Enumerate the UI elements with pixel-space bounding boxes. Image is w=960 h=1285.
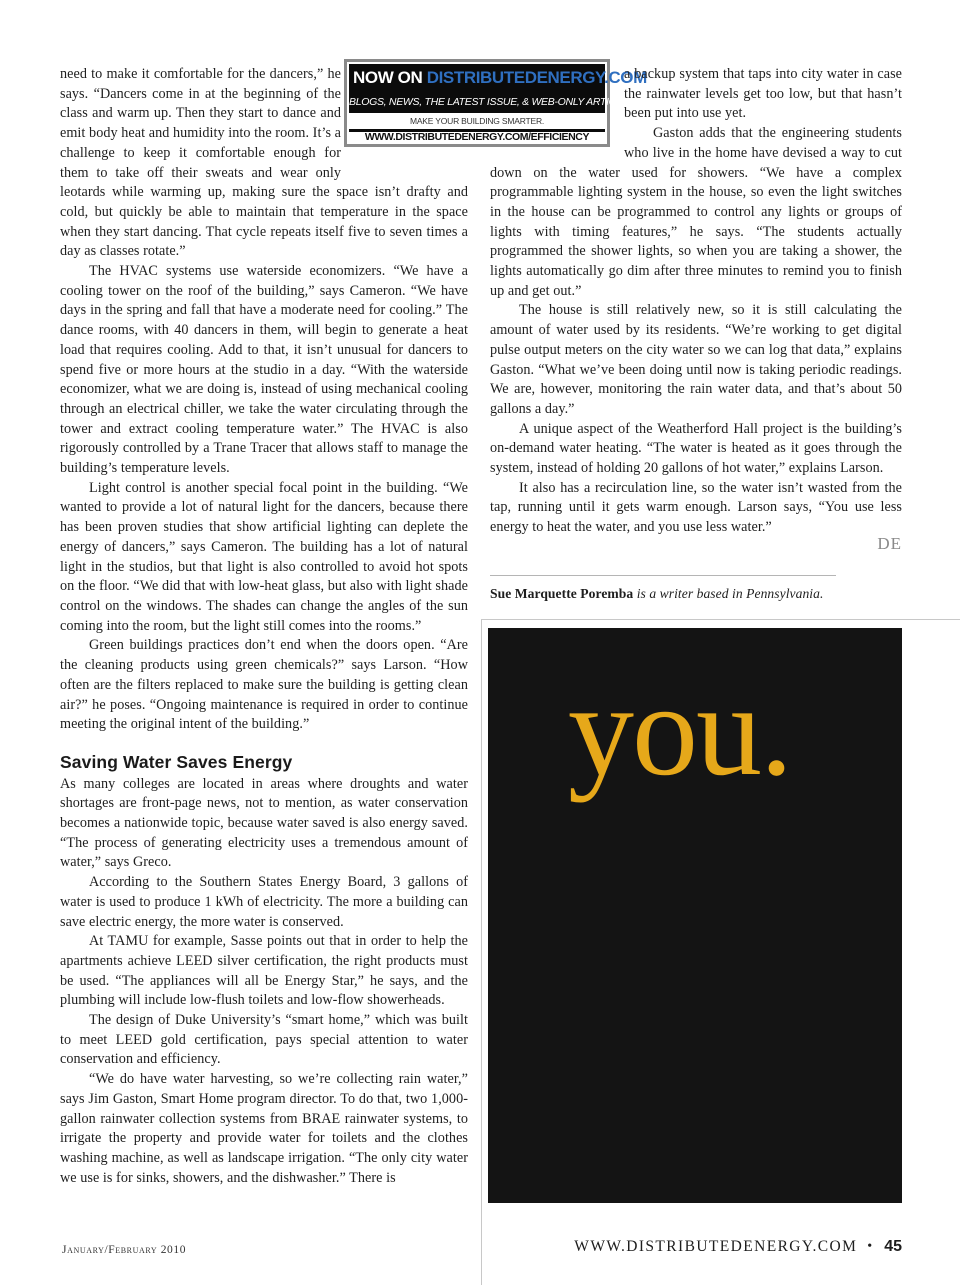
left-paragraph-3: Light control is another special focal point in the building. “We wanted to provide a lot of natural light for the dancers, because there has been proven studies that show artificial lighting can deplete the energy of dancers,” says Cameron. The building has a lot of natural light in the studios, but that light is also controlled to avoid hot spots on the floor. “We did that with low-heat glass, but also with light shade control on the windows. The shades can change the angles of the sun coming into the room, but the light still comes into the rooms.”	[60, 479, 468, 634]
promo-wrap-spacer	[341, 65, 468, 165]
issue-date: January/February 2010	[62, 1244, 187, 1256]
promo-wrap-spacer-right	[490, 65, 624, 153]
section-subhead: Saving Water Saves Energy	[60, 751, 293, 772]
left-paragraph-4: Green buildings practices don’t end when the doors open. “Are the cleaning products using green chemicals?” says Larson. “How often are the filters replaced to make sure the building is getting clean air?” he poses. “Ongoing maintenance is required in order to continue meeting the original intent of the building.”	[60, 637, 468, 733]
right-paragraph-5-text: It also has a recirculation line, so the water isn’t wasted from the tap, running until it gets warm enough. Larson says, “You use less energy to heat the water, and you use less water.”	[490, 479, 902, 536]
right-paragraph-4: A unique aspect of the Weatherford Hall project is the building’s on-demand water heating. “The water is heated as it goes through the system, instead of holding 20 gallons of hot water,” explains Larson.	[490, 420, 902, 477]
promo-headline-site: DISTRIBUTEDENERGY.COM	[426, 68, 647, 87]
left-paragraph-9: “We do have water harvesting, so we’re collecting rain water,” says Jim Gaston, Smart Home program director. To do that, two 1,000-gallon rainwater collection systems from BRAE rainwater systems, to irrigate the property and provide water for toilets and the clothes washing machine, as well as landscape irrigation. “The only city water we use is for sinks, showers, and the dishwasher.” There is	[60, 1071, 468, 1186]
left-paragraph-6: According to the Southern States Energy Board, 3 gallons of water is used to produce 1 kWh of electricity. The more a building can save electric energy, the more water is conserved.	[60, 874, 468, 930]
bio-divider	[490, 575, 836, 576]
author-bio-text: is a writer based in Pennsylvania.	[636, 585, 824, 601]
page-footer	[574, 1238, 902, 1256]
advertisement-headline: you.	[568, 656, 791, 803]
article-right-column	[490, 65, 902, 603]
advertisement-panel	[488, 628, 902, 1203]
author-bio	[490, 584, 902, 604]
article-left-column	[60, 65, 468, 1188]
end-mark: DE	[877, 533, 902, 553]
left-paragraph-5: As many colleges are located in areas where droughts and water shortages are front-page news, not to mention, as water conservation becomes a nationwide topic, because water saved is also energy saved. “The process of generating electricity uses a tremendous amount of water,” says Greco.	[60, 775, 468, 871]
right-paragraph-2: Gaston adds that the engineering students who live in the home have devised a way to cut down on the water used for showers. “We have a complex programmable lighting system in the house, so even the light switches in the house can be programmed to control any lights or groups of lights with timing features,” he says. “The students actually programmed the shower lights, so when you are taking a shower, the lights automatically go dim after three minutes to remind you to finish up and get out.”	[490, 125, 902, 299]
page-number: 45	[884, 1238, 902, 1255]
right-paragraph-1: a backup system that taps into city water in case the rainwater levels get too low, but that hasn’t been put into use yet.	[624, 66, 902, 122]
promo-url-link[interactable]: WWW.DISTRIBUTEDENERGY.COM/EFFICIENCY	[364, 131, 590, 143]
author-name: Sue Marquette Poremba	[490, 585, 634, 601]
left-paragraph-7: At TAMU for example, Sasse points out that in order to help the apartments achieve LEED silver certification, the right products must be used. “The appliances will all be Energy Star,” he says, and the plumbing will include low-flush toilets and low-flow showerheads.	[60, 933, 468, 1009]
promo-slogan: MAKE YOUR BUILDING SMARTER.	[349, 113, 605, 129]
left-paragraph-8: The design of Duke University’s “smart home,” which was built to meet LEED gold certification, pays special attention to water conservation and efficiency.	[60, 1012, 468, 1068]
left-paragraph-2: The HVAC systems use waterside economizers. “We have a cooling tower on the roof of the building,” says Cameron. “We have days in the spring and fall that have a moderate need for cooling.” The dance rooms, with 40 dancers in them, will begin to generate a heat load that requires cooling. Add to that, it isn’t unusual for dancers to spend five or more hours at the studio in a day. “With the waterside economizer, what we are doing is, instead of using mechanical cooling through an electrical chiller, we take the water circulating through the tower and extract cooling temperature water.” The HVAC is also rigorously controlled by a Trane Tracer that allows staff to manage the building’s temperature levels.	[60, 263, 468, 477]
footer-separator: •	[867, 1239, 873, 1254]
promo-headline-prefix: NOW ON	[353, 68, 423, 87]
right-paragraph-3: The house is still relatively new, so it is still calculating the amount of water used by its residents. “We’re working to get digital pulse output meters on the city water so we can log that data,” explains Gaston. “What we’ve been doing until now is taking periodic readings. We are, however, monitoring the rain water data, and that’s about 50 gallons a day.”	[490, 302, 902, 417]
right-paragraph-5	[490, 479, 902, 538]
left-paragraph-1: need to make it comfortable for the dancers,” he says. “Dancers come in at the beginning of the class and warm up. Then they start to dance and emit body heat and humidity into the room. It’s a challenge to keep it comfortable enough for them to take off their sweats and wear only leotards while warming up, making sure the space isn’t drafty and cold, but quickly be able to maintain that temperature in the space when they start dancing. That cycle repeats itself five to seven times a day as classes rotate.”	[60, 66, 468, 260]
promo-tagline: BLOGS, NEWS, THE LATEST ISSUE, & WEB-ONLY ARTICLES	[349, 96, 635, 108]
footer-website[interactable]: WWW.DISTRIBUTEDENERGY.COM	[574, 1238, 858, 1255]
